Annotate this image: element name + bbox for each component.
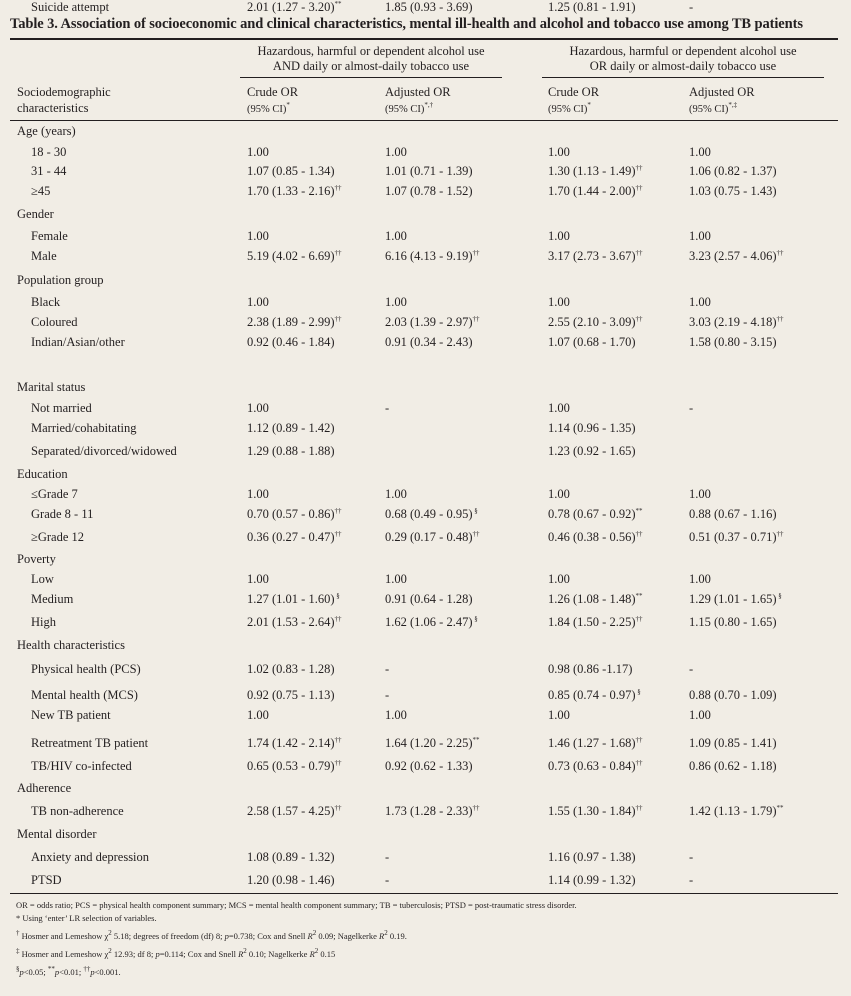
value-cell: 3.03 (2.19 - 4.18)†† — [689, 314, 784, 329]
table-row — [0, 708, 851, 728]
value-cell: 1.00 — [247, 145, 269, 159]
header-adjusted-and: Adjusted OR (95% CI)*,† — [385, 85, 451, 115]
value-cell: - — [689, 0, 694, 14]
value-cell: 3.17 (2.73 - 3.67)†† — [548, 248, 643, 263]
significance-mark: †† — [334, 735, 342, 744]
significance-mark: †† — [334, 314, 342, 323]
value-cell: 1.00 — [548, 708, 570, 722]
value-cell: 1.00 — [689, 229, 711, 243]
value-cell: 1.08 (0.89 - 1.32) — [247, 850, 335, 864]
value-cell: 0.78 (0.67 - 0.92)** — [548, 506, 643, 521]
row-label: Low — [31, 572, 54, 586]
value-cell: 1.01 (0.71 - 1.39) — [385, 164, 473, 178]
section-label: Gender — [17, 207, 54, 221]
significance-mark: †† — [635, 758, 643, 767]
value-cell: 0.51 (0.37 - 0.71)†† — [689, 529, 784, 544]
footnote-abbreviations: OR = odds ratio; PCS = physical health component summary; MCS = mental health component summary; TB = tuberculosis; PTSD = post-traumatic stress disorder. — [16, 900, 577, 910]
value-cell: 0.92 (0.46 - 1.84) — [247, 335, 335, 349]
value-cell: 1.14 (0.96 - 1.35) — [548, 421, 636, 435]
value-cell: 1.00 — [689, 145, 711, 159]
value-cell: 1.00 — [385, 572, 407, 586]
section-label: Poverty — [17, 552, 56, 566]
section-label: Age (years) — [17, 124, 76, 138]
value-cell: 1.00 — [548, 401, 570, 415]
value-cell: 1.07 (0.85 - 1.34) — [247, 164, 335, 178]
row-label: Coloured — [31, 315, 78, 329]
value-cell: 1.00 — [689, 572, 711, 586]
section-row — [0, 207, 851, 227]
row-label: High — [31, 615, 56, 629]
value-cell: 2.58 (1.57 - 4.25)†† — [247, 803, 342, 818]
row-label: Grade 8 - 11 — [31, 507, 94, 521]
row-label: ≤Grade 7 — [31, 487, 78, 501]
header-crude-or: Crude OR (95% CI)* — [548, 85, 600, 115]
footnote-double-dagger: ‡ Hosmer and Lemeshow $\chi^2$ 12.93; df 8; p=0.114; Cox and Snell $R^2$ 0.10; Nagelkerke $R^2$ 0.15 — [16, 947, 336, 959]
section-row — [0, 827, 851, 847]
table-row — [0, 401, 851, 421]
value-cell: 1.14 (0.99 - 1.32) — [548, 873, 636, 887]
value-cell: 1.00 — [548, 487, 570, 501]
value-cell: 1.70 (1.33 - 2.16)†† — [247, 183, 342, 198]
value-cell: 0.91 (0.34 - 2.43) — [385, 335, 473, 349]
table-row — [0, 592, 851, 612]
table-row — [0, 249, 851, 269]
significance-mark: †† — [472, 248, 480, 257]
table-row — [0, 873, 851, 893]
table-row — [0, 662, 851, 682]
section-row — [0, 552, 851, 572]
value-cell: 1.00 — [548, 295, 570, 309]
value-cell: 1.00 — [247, 708, 269, 722]
significance-mark: †† — [334, 506, 342, 515]
value-cell: 2.01 (1.53 - 2.64)†† — [247, 614, 342, 629]
value-cell: - — [689, 662, 694, 676]
value-cell: 2.55 (2.10 - 3.09)†† — [548, 314, 643, 329]
value-cell: 1.27 (1.01 - 1.60) § — [247, 591, 340, 606]
footnote-star: * Using ‘enter’ LR selection of variables. — [16, 913, 157, 923]
row-label: Physical health (PCS) — [31, 662, 141, 676]
value-cell: 1.00 — [247, 487, 269, 501]
value-cell: 1.15 (0.80 - 1.65) — [689, 615, 777, 629]
header-adjusted-or: Adjusted OR (95% CI)*,‡ — [689, 85, 755, 115]
significance-mark: †† — [635, 735, 643, 744]
section-row — [0, 124, 851, 144]
value-cell: 0.98 (0.86 -1.17) — [548, 662, 633, 676]
value-cell: 1.29 (0.88 - 1.88) — [247, 444, 335, 458]
table-row — [0, 145, 851, 165]
value-cell: 1.00 — [385, 145, 407, 159]
row-label: ≥45 — [31, 184, 51, 198]
value-cell: 0.85 (0.74 - 0.97) § — [548, 687, 641, 702]
bottom-rule — [10, 893, 838, 894]
value-cell: - — [689, 850, 694, 864]
value-cell: 1.00 — [548, 145, 570, 159]
significance-mark: ** — [334, 0, 342, 8]
section-label: Population group — [17, 273, 104, 287]
significance-mark: †† — [635, 183, 643, 192]
group-rule-or — [542, 77, 824, 78]
value-cell: 1.26 (1.08 - 1.48)** — [548, 591, 643, 606]
significance-mark: †† — [334, 183, 342, 192]
significance-mark: § — [635, 687, 641, 696]
table-row — [0, 688, 851, 708]
row-label: 18 - 30 — [31, 145, 67, 159]
table-row — [0, 615, 851, 635]
value-cell: 0.88 (0.70 - 1.09) — [689, 688, 777, 702]
value-cell: 1.02 (0.83 - 1.28) — [247, 662, 335, 676]
value-cell: 1.12 (0.89 - 1.42) — [247, 421, 335, 435]
value-cell: 1.64 (1.20 - 2.25)** — [385, 735, 480, 750]
value-cell: 1.00 — [247, 295, 269, 309]
significance-mark: ** — [472, 735, 480, 744]
significance-mark: †† — [776, 248, 784, 257]
section-label: Education — [17, 467, 68, 481]
significance-mark: †† — [472, 803, 480, 812]
section-row — [0, 638, 851, 658]
row-label: PTSD — [31, 873, 62, 887]
value-cell: 1.25 (0.81 - 1.91) — [548, 0, 636, 14]
section-row — [0, 380, 851, 400]
value-cell: 0.73 (0.63 - 0.84)†† — [548, 758, 643, 773]
table-row — [0, 572, 851, 592]
significance-mark: †† — [776, 529, 784, 538]
value-cell: 1.16 (0.97 - 1.38) — [548, 850, 636, 864]
significance-mark: †† — [334, 758, 342, 767]
row-label: Retreatment TB patient — [31, 736, 149, 750]
table-row — [0, 0, 851, 20]
value-cell: - — [385, 401, 390, 415]
row-label: Anxiety and depression — [31, 850, 150, 864]
value-cell: 5.19 (4.02 - 6.69)†† — [247, 248, 342, 263]
group-rule-and — [240, 77, 502, 78]
group-header-or: Hazardous, harmful or dependent alcohol use OR daily or almost-daily tobacco use — [569, 44, 797, 73]
value-cell: 1.55 (1.30 - 1.84)†† — [548, 803, 643, 818]
section-label: Health characteristics — [17, 638, 125, 652]
table-row — [0, 736, 851, 756]
table-row — [0, 335, 851, 355]
table-title: Table 3. Association of socioeconomic and clinical characteristics, mental ill-health and alcohol and tobacco use among TB patients — [10, 16, 803, 32]
header-characteristics: Sociodemographic characteristics — [17, 85, 111, 115]
value-cell: 1.03 (0.75 - 1.43) — [689, 184, 777, 198]
footnote-significance: §p<0.05; **p<0.01; ††p<0.001. — [16, 965, 121, 977]
table-row — [0, 804, 851, 824]
significance-mark: § — [776, 591, 782, 600]
significance-mark: †† — [635, 163, 643, 172]
group-header-and: Hazardous, harmful or dependent alcohol use AND daily or almost-daily tobacco use — [257, 44, 485, 73]
row-label: Medium — [31, 592, 74, 606]
significance-mark: †† — [334, 529, 342, 538]
value-cell: 0.46 (0.38 - 0.56)†† — [548, 529, 643, 544]
significance-mark: †† — [334, 803, 342, 812]
row-label: Suicide attempt — [31, 0, 110, 14]
value-cell: 0.88 (0.67 - 1.16) — [689, 507, 777, 521]
row-label: 31 - 44 — [31, 164, 67, 178]
table-row — [0, 164, 851, 184]
significance-mark: †† — [635, 314, 643, 323]
row-label: Mental health (MCS) — [31, 688, 138, 702]
significance-mark: †† — [635, 529, 643, 538]
value-cell: 0.92 (0.75 - 1.13) — [247, 688, 335, 702]
value-cell: 1.85 (0.93 - 3.69) — [385, 0, 473, 14]
table-row — [0, 759, 851, 779]
significance-mark: § — [472, 614, 478, 623]
value-cell: 1.84 (1.50 - 2.25)†† — [548, 614, 643, 629]
significance-mark: § — [334, 591, 340, 600]
row-label: Male — [31, 249, 57, 263]
table-row — [0, 421, 851, 441]
value-cell: 0.29 (0.17 - 0.48)†† — [385, 529, 480, 544]
significance-mark: †† — [776, 314, 784, 323]
value-cell: 1.00 — [247, 401, 269, 415]
row-label: Black — [31, 295, 61, 309]
row-label: Indian/Asian/other — [31, 335, 125, 349]
value-cell: 3.23 (2.57 - 4.06)†† — [689, 248, 784, 263]
value-cell: 1.23 (0.92 - 1.65) — [548, 444, 636, 458]
table-row — [0, 229, 851, 249]
table-row — [0, 850, 851, 870]
row-label: Not married — [31, 401, 92, 415]
row-label: Married/cohabitating — [31, 421, 137, 435]
row-label: Female — [31, 229, 68, 243]
value-cell: 1.73 (1.28 - 2.33)†† — [385, 803, 480, 818]
value-cell: 1.00 — [247, 229, 269, 243]
significance-mark: †† — [472, 529, 480, 538]
header-rule — [10, 120, 838, 121]
value-cell: - — [385, 662, 390, 676]
section-label: Mental disorder — [17, 827, 97, 841]
section-label: Adherence — [17, 781, 72, 795]
value-cell: 0.86 (0.62 - 1.18) — [689, 759, 777, 773]
value-cell: 1.00 — [548, 572, 570, 586]
table-row — [0, 487, 851, 507]
value-cell: 1.20 (0.98 - 1.46) — [247, 873, 335, 887]
footnote-dagger: † Hosmer and Lemeshow $\chi^2$ 5.18; degrees of freedom (df) 8; p=0.738; Cox and Snell $R^2$ 0.09; Nagelkerke $R^2$ 0.19. — [16, 929, 407, 941]
value-cell: 1.09 (0.85 - 1.41) — [689, 736, 777, 750]
value-cell: 2.01 (1.27 - 3.20)** — [247, 0, 342, 14]
value-cell: 1.06 (0.82 - 1.37) — [689, 164, 777, 178]
value-cell: - — [385, 850, 390, 864]
value-cell: 1.00 — [385, 708, 407, 722]
value-cell: 0.70 (0.57 - 0.86)†† — [247, 506, 342, 521]
row-label: Separated/divorced/widowed — [31, 444, 177, 458]
value-cell: 1.07 (0.78 - 1.52) — [385, 184, 473, 198]
value-cell: 1.30 (1.13 - 1.49)†† — [548, 163, 643, 178]
significance-mark: ** — [635, 506, 643, 515]
table-row — [0, 184, 851, 204]
value-cell: 6.16 (4.13 - 9.19)†† — [385, 248, 480, 263]
row-label: TB non-adherence — [31, 804, 124, 818]
value-cell: 0.65 (0.53 - 0.79)†† — [247, 758, 342, 773]
value-cell: - — [689, 873, 694, 887]
significance-mark: § — [472, 506, 478, 515]
header-crude-and: Crude OR (95% CI)* — [247, 85, 299, 115]
value-cell: 0.91 (0.64 - 1.28) — [385, 592, 473, 606]
section-row — [0, 781, 851, 801]
value-cell: 1.42 (1.13 - 1.79)** — [689, 803, 784, 818]
value-cell: 1.00 — [385, 295, 407, 309]
value-cell: 1.00 — [548, 229, 570, 243]
value-cell: 1.00 — [689, 487, 711, 501]
section-row — [0, 273, 851, 293]
table-row — [0, 295, 851, 315]
value-cell: 2.38 (1.89 - 2.99)†† — [247, 314, 342, 329]
row-label: ≥Grade 12 — [31, 530, 85, 544]
value-cell: 1.00 — [385, 229, 407, 243]
section-label: Marital status — [17, 380, 86, 394]
section-row — [0, 467, 851, 487]
table-row — [0, 507, 851, 527]
table-row — [0, 315, 851, 335]
significance-mark: †† — [472, 314, 480, 323]
value-cell: 1.74 (1.42 - 2.14)†† — [247, 735, 342, 750]
value-cell: 1.00 — [247, 572, 269, 586]
significance-mark: ** — [776, 803, 784, 812]
value-cell: 1.70 (1.44 - 2.00)†† — [548, 183, 643, 198]
value-cell: 0.68 (0.49 - 0.95) § — [385, 506, 478, 521]
value-cell: 1.07 (0.68 - 1.70) — [548, 335, 636, 349]
table-row — [0, 444, 851, 464]
value-cell: - — [689, 401, 694, 415]
value-cell: - — [385, 873, 390, 887]
significance-mark: †† — [635, 803, 643, 812]
value-cell: 1.46 (1.27 - 1.68)†† — [548, 735, 643, 750]
significance-mark: †† — [635, 614, 643, 623]
value-cell: 2.03 (1.39 - 2.97)†† — [385, 314, 480, 329]
value-cell: 1.29 (1.01 - 1.65) § — [689, 591, 782, 606]
significance-mark: †† — [635, 248, 643, 257]
table-row — [0, 530, 851, 550]
value-cell: 1.00 — [385, 487, 407, 501]
value-cell: 1.00 — [689, 295, 711, 309]
top-rule — [10, 38, 838, 40]
value-cell: - — [385, 688, 390, 702]
significance-mark: †† — [334, 614, 342, 623]
significance-mark: ** — [635, 591, 643, 600]
row-label: New TB patient — [31, 708, 111, 722]
row-label: TB/HIV co-infected — [31, 759, 132, 773]
value-cell: 0.92 (0.62 - 1.33) — [385, 759, 473, 773]
value-cell: 1.58 (0.80 - 3.15) — [689, 335, 777, 349]
value-cell: 1.62 (1.06 - 2.47) § — [385, 614, 478, 629]
value-cell: 0.36 (0.27 - 0.47)†† — [247, 529, 342, 544]
value-cell: 1.00 — [689, 708, 711, 722]
significance-mark: †† — [334, 248, 342, 257]
